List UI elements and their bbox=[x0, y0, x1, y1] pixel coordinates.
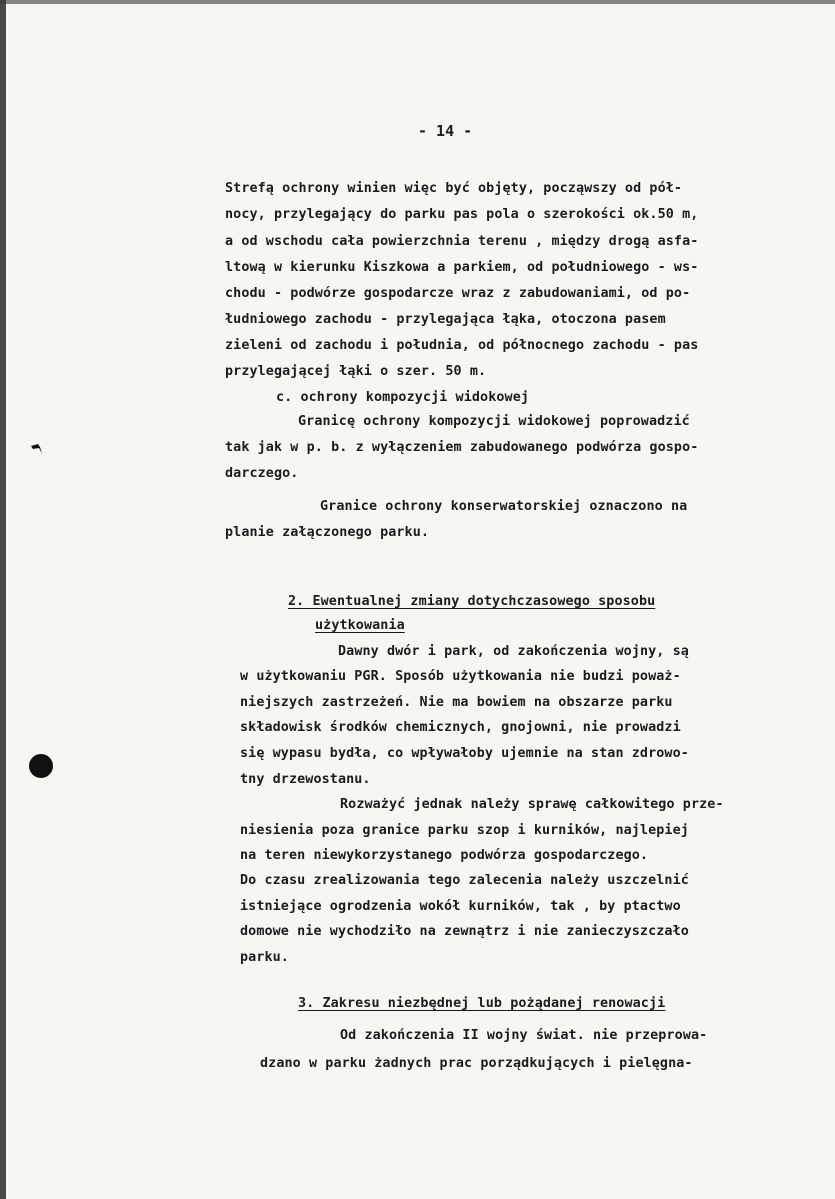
text-line: się wypasu bydła, co wpływałoby ujemnie na stan zdrowo- bbox=[240, 746, 689, 761]
text-line: nocy, przylegający do parku pas pola o szerokości ok.50 m, bbox=[225, 207, 699, 222]
text-line: Granice ochrony konserwatorskiej oznaczono na bbox=[320, 499, 688, 514]
section-heading-3: 3. Zakresu niezbędnej lub pożądanej renowacji bbox=[298, 996, 666, 1011]
page-number: - 14 - bbox=[418, 122, 473, 140]
text-line: łudniowego zachodu - przylegająca łąka, otoczona pasem bbox=[225, 312, 666, 327]
section-heading-2: 2. Ewentualnej zmiany dotychczasowego sposobu bbox=[288, 594, 656, 609]
text-line: dzano w parku żadnych prac porządkujących i pielęgna- bbox=[260, 1056, 693, 1071]
text-line: domowe nie wychodziło na zewnątrz i nie zanieczyszczało bbox=[240, 924, 689, 939]
section-heading-c: c. ochrony kompozycji widokowej bbox=[276, 390, 530, 405]
text-line: ltową w kierunku Kiszkowa a parkiem, od południowego - ws- bbox=[225, 260, 699, 275]
text-line: parku. bbox=[240, 950, 289, 965]
scan-edge-top bbox=[0, 0, 835, 4]
text-line: istniejące ogrodzenia wokół kurników, tak , by ptactwo bbox=[240, 899, 681, 914]
text-line: Od zakończenia II wojny świat. nie przeprowa- bbox=[340, 1028, 708, 1043]
text-line: Do czasu zrealizowania tego zalecenia należy uszczelnić bbox=[240, 873, 689, 888]
text-line: tak jak w p. b. z wyłączeniem zabudowanego podwórza gospo- bbox=[225, 440, 699, 455]
text-line: Rozważyć jednak należy sprawę całkowitego prze- bbox=[340, 797, 724, 812]
punch-hole-mark bbox=[29, 754, 53, 778]
text-line: przylegającej łąki o szer. 50 m. bbox=[225, 364, 487, 379]
text-line: na teren niewykorzystanego podwórza gospodarczego. bbox=[240, 848, 649, 863]
text-line: niesienia poza granice parku szop i kurników, najlepiej bbox=[240, 823, 689, 838]
text-line: darczego. bbox=[225, 466, 299, 481]
text-line: Dawny dwór i park, od zakończenia wojny, są bbox=[338, 644, 689, 659]
text-line: a od wschodu cała powierzchnia terenu , między drogą asfa- bbox=[225, 234, 699, 249]
text-line: Strefą ochrony winien więc być objęty, począwszy od pół- bbox=[225, 181, 683, 196]
section-heading-2-cont: użytkowania bbox=[315, 618, 405, 633]
text-line: składowisk środków chemicznych, gnojowni, nie prowadzi bbox=[240, 720, 681, 735]
text-line: planie załączonego parku. bbox=[225, 525, 430, 540]
text-line: Granicę ochrony kompozycji widokowej poprowadzić bbox=[298, 414, 690, 429]
margin-tick-mark bbox=[30, 440, 44, 452]
text-line: w użytkowaniu PGR. Sposób użytkowania nie budzi poważ- bbox=[240, 669, 681, 684]
text-line: zieleni od zachodu i południa, od północnego zachodu - pas bbox=[225, 338, 699, 353]
text-line: chodu - podwórze gospodarcze wraz z zabudowaniami, od po- bbox=[225, 286, 691, 301]
text-line: niejszych zastrzeżeń. Nie ma bowiem na obszarze parku bbox=[240, 695, 673, 710]
text-line: tny drzewostanu. bbox=[240, 772, 371, 787]
scan-edge bbox=[0, 0, 6, 1199]
